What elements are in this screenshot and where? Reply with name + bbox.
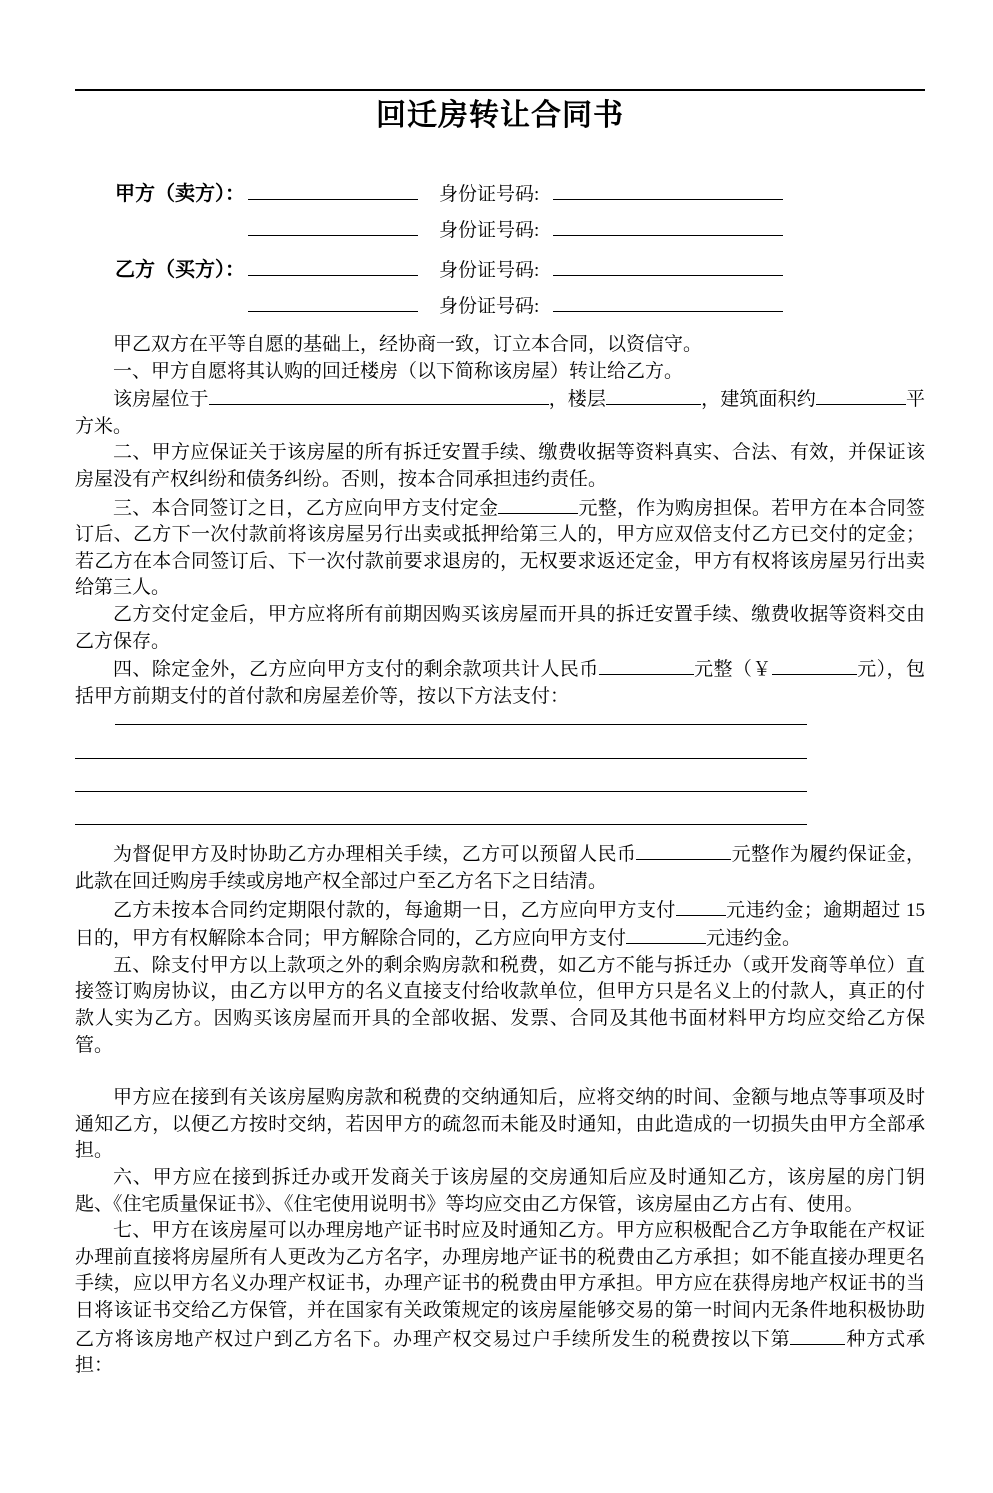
clause-5-payment-notice [75, 1085, 925, 1165]
paragraph-text: 三、本合同签订之日，乙方应向甲方支付定金 [113, 497, 499, 519]
contract-page [75, 89, 925, 1380]
id-number-label: 身份证号码: [439, 220, 540, 241]
fill-in-blank [209, 385, 549, 405]
seller-id-blank-2 [553, 219, 783, 236]
paragraph-text: 甲方应在接到有关该房屋购房款和税费的交纳通知后，应将交纳的时间、金额与地点等事项及时通知乙方，以便乙方按时交纳，若因甲方的疏忽而未能及时通知，由此造成的一切损失由甲方全部承担。 [75, 1087, 925, 1162]
payment-method-writing-lines [75, 724, 925, 825]
fill-in-blank [606, 385, 701, 405]
paragraph-text: 乙方未按本合同约定期限付款的，每逾期一日，乙方应向甲方支付 [113, 899, 676, 921]
buyer-label: 乙方（买方）： [115, 259, 245, 281]
paragraph-text: 元整作为履约保证金，此款在回迁购房手续或房地产权全部过户至乙方名下之日结清。 [75, 844, 925, 893]
buyer-name-blank [248, 259, 418, 276]
paragraph-text: ，楼层 [548, 389, 607, 411]
header-rule [75, 89, 925, 91]
paragraph-text: 元违约金。 [706, 928, 802, 950]
paragraph-text: 一、甲方自愿将其认购的回迁楼房（以下简称该房屋）转让给乙方。 [113, 360, 684, 382]
fill-in-blank [772, 655, 857, 675]
paragraph-text: 该房屋位于 [113, 389, 209, 411]
clause-3-deposit-materials [75, 602, 925, 655]
paragraph-text: 平方米。 [75, 389, 925, 437]
writing-line [75, 758, 807, 759]
paragraph-text: 乙方交付定金后，甲方应将所有前期因购买该房屋而开具的拆迁安置手续、缴费收据等资料交由乙方保存。 [75, 603, 925, 652]
id-number-label: 身份证号码: [439, 184, 540, 205]
document-title: 回迁房转让合同书 [376, 99, 624, 132]
fill-in-blank [599, 655, 694, 675]
seller-label: 甲方（卖方）： [115, 183, 245, 205]
clause-3-deposit [75, 494, 925, 602]
party-row-seller [115, 177, 925, 215]
clause-4-late-payment [75, 896, 925, 953]
party-row-seller-2 [115, 215, 925, 253]
clause-7 [75, 1218, 925, 1380]
paragraph-text: 元整，作为购房担保。若甲方在本合同签订后、乙方下一次付款前将该房屋另行出卖或抵押给第三人的，甲方应双倍支付乙方已交付的定金；若乙方在本合同签订后、下一次付款前要求退房的，无权要求返还定金，甲方有权将该房屋另行出卖给第三人。 [75, 497, 925, 599]
paragraph-text: 七、甲方在该房屋可以办理房地产证书时应及时通知乙方。甲方应积极配合乙方争取能在产权证办理前直接将房屋所有人更改为乙方名字，办理房地产证书的税费由乙方承担；如不能直接办理更名手续，应以甲方名义办理产权证书，办理产证书的税费由甲方承担。甲方应在获得房地产权证书的当日将该证书交给乙方保管，并在国家有关政策规定的该房屋能够交易的第一时间内无条件地积极协助乙方将该房地产权过户到乙方名下。办理产权交易过户手续所发生的税费按以下第 [75, 1220, 925, 1350]
clause-2 [75, 440, 925, 493]
paragraph-text: 四、除定金外，乙方应向甲方支付的剩余款项共计人民币 [113, 659, 599, 681]
paragraph-text: 六、甲方应在接到拆迁办或开发商关于该房屋的交房通知后应及时通知乙方，该房屋的房门钥匙、《住宅质量保证书》、《住宅使用说明书》等均应交由乙方保管，该房屋由乙方占有、使用。 [75, 1167, 925, 1215]
clause-5 [75, 953, 925, 1059]
id-number-label: 身份证号码: [439, 296, 540, 317]
paragraph-text: 种方式承担： [75, 1328, 925, 1377]
paragraph-text: ，建筑面积约 [701, 389, 816, 411]
paragraph-text: 为督促甲方及时协助乙方办理相关手续，乙方可以预留人民币 [113, 844, 637, 866]
paragraph-text: 元整（￥ [693, 659, 772, 681]
paragraph-text: 甲乙双方在平等自愿的基础上，经协商一致，订立本合同，以资信守。 [113, 334, 703, 355]
clause-4-payment [75, 655, 925, 710]
buyer-id-blank-2 [553, 295, 783, 312]
party-block [115, 177, 925, 329]
paragraph-text: 元），包括甲方前期支付的首付款和房屋差价等，按以下方法支付： [75, 659, 925, 707]
clause-6 [75, 1165, 925, 1218]
buyer-name-blank-2 [248, 295, 418, 312]
fill-in-blank [816, 385, 906, 405]
writing-line [75, 824, 807, 825]
seller-name-blank-2 [248, 219, 418, 236]
clause-1 [75, 359, 925, 386]
party-row-buyer-2 [115, 291, 925, 329]
writing-line [115, 724, 807, 725]
seller-name-blank [248, 183, 418, 200]
paragraph-text: 五、除支付甲方以上款项之外的剩余购房款和税费，如乙方不能与拆迁办（或开发商等单位）直接签订购房协议，由乙方以甲方的名义直接支付给收款单位，但甲方只是名义上的付款人，真正的付款人实为乙方。因购买该房屋而开具的全部收据、发票、合同及其他书面材料甲方均应交给乙方保管。 [75, 954, 925, 1056]
fill-in-blank [790, 1325, 845, 1345]
fill-in-blank [626, 924, 706, 944]
fill-in-blank [498, 494, 578, 514]
id-number-label: 身份证号码: [439, 260, 540, 281]
clause-1-house-location [75, 385, 925, 440]
seller-id-blank [553, 183, 783, 200]
clause-4-performance-bond [75, 840, 925, 895]
buyer-id-blank [553, 259, 783, 276]
fill-in-blank [636, 840, 731, 860]
writing-line [75, 791, 807, 792]
fill-in-blank [676, 896, 726, 916]
paragraph-text: 元违约金；逾期超过 15 日的，甲方有权解除本合同；甲方解除合同的，乙方应向甲方支付 [75, 899, 925, 950]
contract-body [75, 332, 925, 1380]
preamble [75, 332, 925, 359]
paragraph-text: 二、甲方应保证关于该房屋的所有拆迁安置手续、缴费收据等资料真实、合法、有效，并保证该房屋没有产权纠纷和债务纠纷。否则，按本合同承担违约责任。 [75, 442, 925, 490]
party-row-buyer [115, 253, 925, 291]
